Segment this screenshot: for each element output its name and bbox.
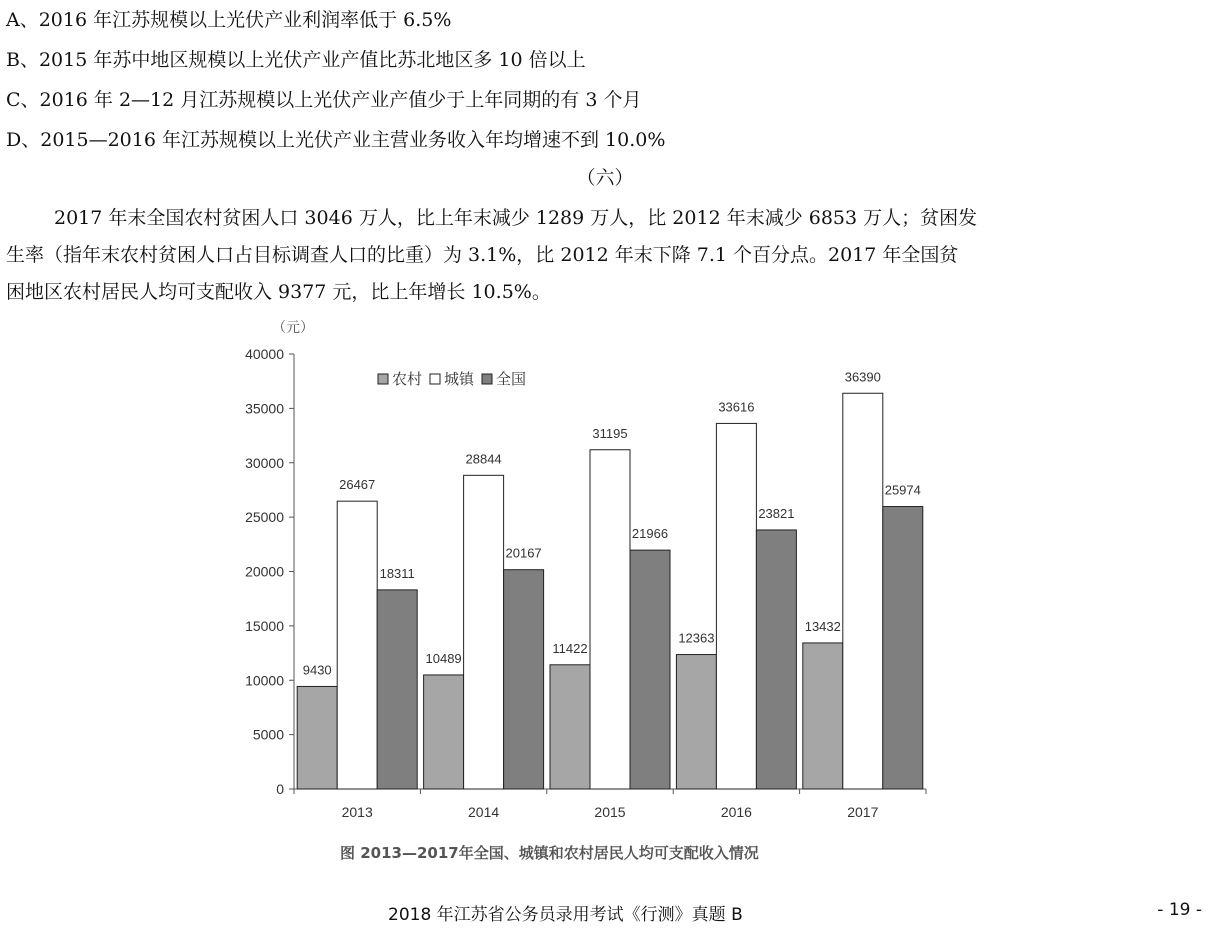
bar-农村 [803, 643, 843, 789]
legend-label: 全国 [496, 371, 527, 388]
y-tick-label: 5000 [252, 726, 284, 743]
legend-swatch [482, 374, 492, 384]
paragraph-line-2: 生率（指年末农村贫困人口占目标调查人口的比重）为 3.1%，比 2012 年末下降 7.1 个百分点。2017 年全国贫 [6, 244, 959, 266]
data-label: 11422 [552, 640, 588, 656]
legend-swatch [378, 374, 388, 384]
legend-label: 农村 [392, 371, 423, 388]
y-tick-label: 35000 [245, 400, 284, 417]
bar-全国 [883, 507, 923, 789]
data-label: 26467 [339, 477, 376, 493]
x-tick-label: 2015 [594, 804, 626, 820]
y-tick-label: 25000 [245, 509, 284, 526]
option-c: C、2016 年 2—12 月江苏规模以上光伏产业产值少于上年同期的有 3 个月 [6, 89, 642, 111]
y-tick-label: 0 [276, 781, 284, 797]
bar-农村 [676, 655, 716, 789]
y-tick-label: 15000 [245, 617, 284, 634]
bar-全国 [756, 530, 796, 789]
data-label: 28844 [465, 451, 502, 467]
y-tick-label: 30000 [245, 454, 284, 471]
data-label: 21966 [631, 526, 669, 542]
paragraph-line-1: 2017 年末全国农村贫困人口 3046 万人，比上年末减少 1289 万人，比 2012 年末减少 6853 万人；贫困发 [54, 207, 978, 229]
income-bar-chart [228, 312, 948, 822]
bar-全国 [504, 570, 544, 789]
y-tick-label: 40000 [245, 346, 284, 362]
legend-swatch [430, 374, 440, 384]
chart-caption: 图 2013—2017年全国、城镇和农村居民人均可支配收入情况 [340, 844, 759, 862]
data-label: 18311 [379, 565, 415, 581]
data-label: 12363 [678, 630, 715, 646]
bar-城镇 [464, 475, 504, 789]
x-tick-label: 2013 [341, 804, 373, 820]
option-a: A、2016 年江苏规模以上光伏产业利润率低于 6.5% [6, 9, 452, 31]
x-tick-label: 2014 [468, 804, 500, 820]
data-label: 33616 [718, 399, 755, 415]
option-d: D、2015—2016 年江苏规模以上光伏产业主营业务收入年均增速不到 10.0% [6, 129, 666, 151]
option-b: B、2015 年苏中地区规模以上光伏产业产值比苏北地区多 10 倍以上 [6, 49, 586, 71]
bar-城镇 [337, 501, 377, 789]
data-label: 31195 [592, 425, 628, 441]
data-label: 10489 [425, 650, 462, 666]
bar-农村 [424, 675, 464, 789]
data-label: 20167 [505, 545, 542, 561]
y-unit-label: （元） [272, 319, 314, 335]
y-tick-label: 10000 [245, 672, 284, 689]
y-tick-label: 20000 [245, 563, 284, 580]
section-title: （六） [576, 167, 634, 189]
x-tick-label: 2017 [847, 804, 879, 820]
data-label: 23821 [758, 505, 795, 521]
bar-农村 [550, 665, 590, 789]
data-label: 25974 [884, 482, 921, 498]
paragraph [6, 200, 1206, 311]
bar-全国 [377, 590, 417, 789]
bar-全国 [630, 550, 670, 789]
footer-title: 2018 年江苏省公务员录用考试《行测》真题 B [388, 905, 743, 925]
data-label: 13432 [804, 618, 841, 634]
bar-城镇 [843, 393, 883, 789]
bar-城镇 [590, 450, 630, 789]
data-label: 9430 [302, 662, 332, 678]
bar-农村 [297, 686, 337, 789]
paragraph-line-3: 困地区农村居民人均可支配收入 9377 元，比上年增长 10.5%。 [6, 281, 551, 303]
data-label: 36390 [844, 369, 881, 385]
x-tick-label: 2016 [720, 804, 752, 820]
legend-label: 城镇 [444, 371, 475, 388]
bar-城镇 [716, 423, 756, 789]
page-number: - 19 - [1157, 900, 1202, 920]
